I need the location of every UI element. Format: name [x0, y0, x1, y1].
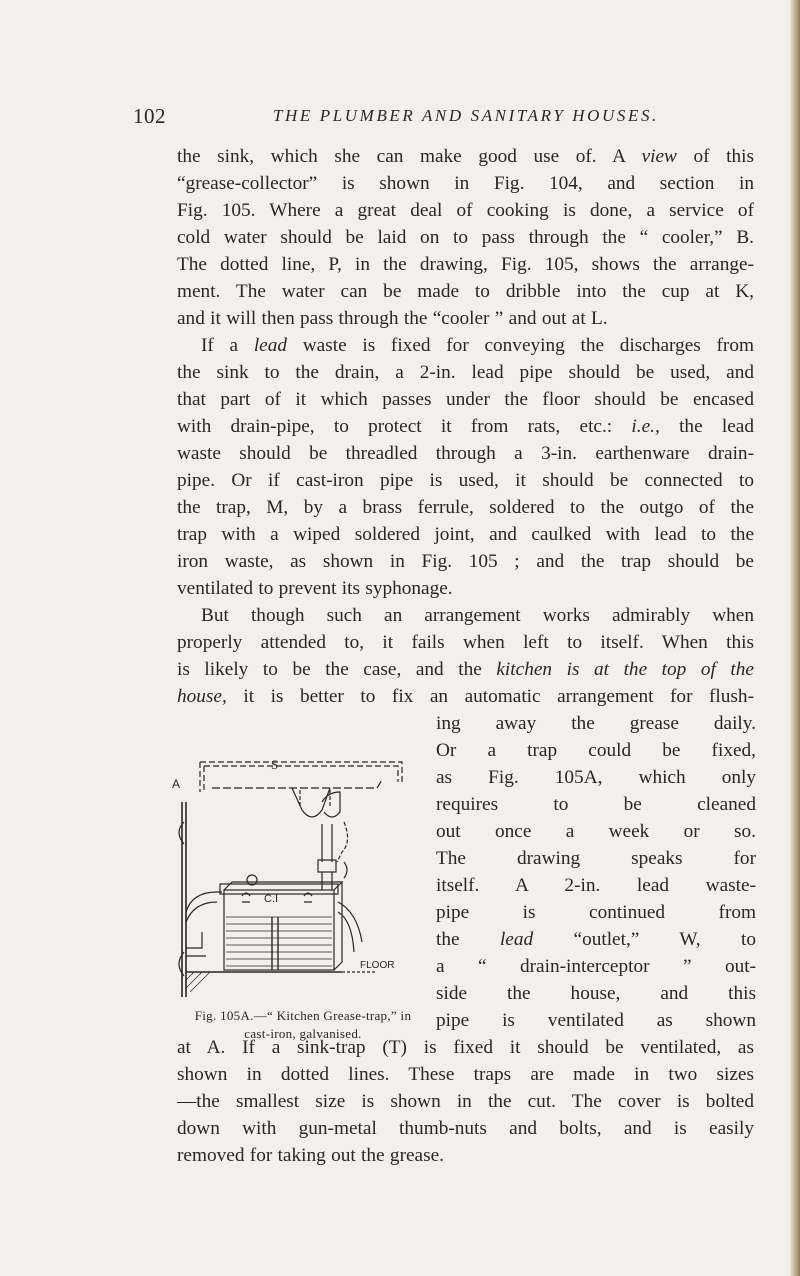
figure-label-s: S — [271, 757, 279, 772]
grease-trap-illustration — [172, 752, 422, 997]
text-line: ing away the grease daily. — [436, 713, 756, 734]
grease-trap-figure — [172, 752, 422, 997]
figure-label-floor: FLOOR — [360, 960, 395, 971]
text-line: the sink, which she can make good use of. A view of this — [177, 146, 754, 167]
text-line: removed for taking out the grease. — [177, 1145, 444, 1166]
running-title: THE PLUMBER AND SANITARY HOUSES. — [273, 106, 659, 125]
text-line: The dotted line, P, in the drawing, Fig. 105, shows the arrange- — [177, 254, 754, 275]
caption-line-2: cast-iron, galvanised. — [244, 1026, 362, 1041]
text-line: “grease-collector” is shown in Fig. 104, and section in — [177, 173, 754, 194]
text-line: waste should be threadled through a 3-in. earthenware drain- — [177, 443, 754, 464]
text-line: and it will then pass through the “cooler ” and out at L. — [177, 308, 608, 329]
caption-line-1: Fig. 105A.—“ Kitchen Grease-trap,” in — [194, 1008, 412, 1023]
text-line: The drawing speaks for — [436, 848, 756, 869]
text-line: a “ drain-interceptor ” out- — [436, 956, 756, 977]
text-line: ventilated to prevent its syphonage. — [177, 578, 453, 599]
text-line: shown in dotted lines. These traps are made in two sizes — [177, 1064, 754, 1085]
page-header — [133, 104, 753, 134]
text-line: pipe is ventilated as shown — [436, 1010, 756, 1031]
text-line: requires to be cleaned — [436, 794, 756, 815]
text-line: out once a week or so. — [436, 821, 756, 842]
figure-label-ci: C.I — [264, 893, 279, 905]
figure-label-a: A — [172, 777, 181, 791]
text-line: —the smallest size is shown in the cut. The cover is bolted — [177, 1091, 754, 1112]
text-line: down with gun-metal thumb-nuts and bolts, and is easily — [177, 1118, 754, 1139]
text-line: iron waste, as shown in Fig. 105 ; and the trap should be — [177, 551, 754, 572]
text-line: If a lead waste is fixed for conveying the discharges from — [201, 335, 754, 356]
text-line: ment. The water can be made to dribble into the cup at K, — [177, 281, 754, 302]
text-line: cold water should be laid on to pass through the “ cooler,” B. — [177, 227, 754, 248]
text-line: But though such an arrangement works admirably when — [201, 605, 754, 626]
text-line: Or a trap could be fixed, — [436, 740, 756, 761]
text-line: pipe. Or if cast-iron pipe is used, it should be connected to — [177, 470, 754, 491]
text-line: that part of it which passes under the floor should be encased — [177, 389, 754, 410]
page-number: 102 — [133, 104, 166, 128]
text-line: trap with a wiped soldered joint, and caulked with lead to the — [177, 524, 754, 545]
text-line: pipe is continued from — [436, 902, 756, 923]
text-line: as Fig. 105A, which only — [436, 767, 756, 788]
text-line: Fig. 105. Where a great deal of cooking is done, a service of — [177, 200, 754, 221]
text-line: house, it is better to fix an automatic arrangement for flush- — [177, 686, 754, 707]
text-line: side the house, and this — [436, 983, 756, 1004]
text-line: with drain-pipe, to protect it from rats, etc.: i.e., the lead — [177, 416, 754, 437]
text-line: properly attended to, it fails when left to itself. When this — [177, 632, 754, 653]
text-line: at A. If a sink-trap (T) is fixed it should be ventilated, as — [177, 1037, 754, 1058]
text-line: the trap, M, by a brass ferrule, soldered to the outgo of the — [177, 497, 754, 518]
text-line: the sink to the drain, a 2-in. lead pipe should be used, and — [177, 362, 754, 383]
page-edge-shadow — [790, 0, 800, 1276]
text-line: itself. A 2-in. lead waste- — [436, 875, 756, 896]
text-line: is likely to be the case, and the kitchen is at the top of the — [177, 659, 754, 680]
text-line: the lead “outlet,” W, to — [436, 929, 756, 950]
